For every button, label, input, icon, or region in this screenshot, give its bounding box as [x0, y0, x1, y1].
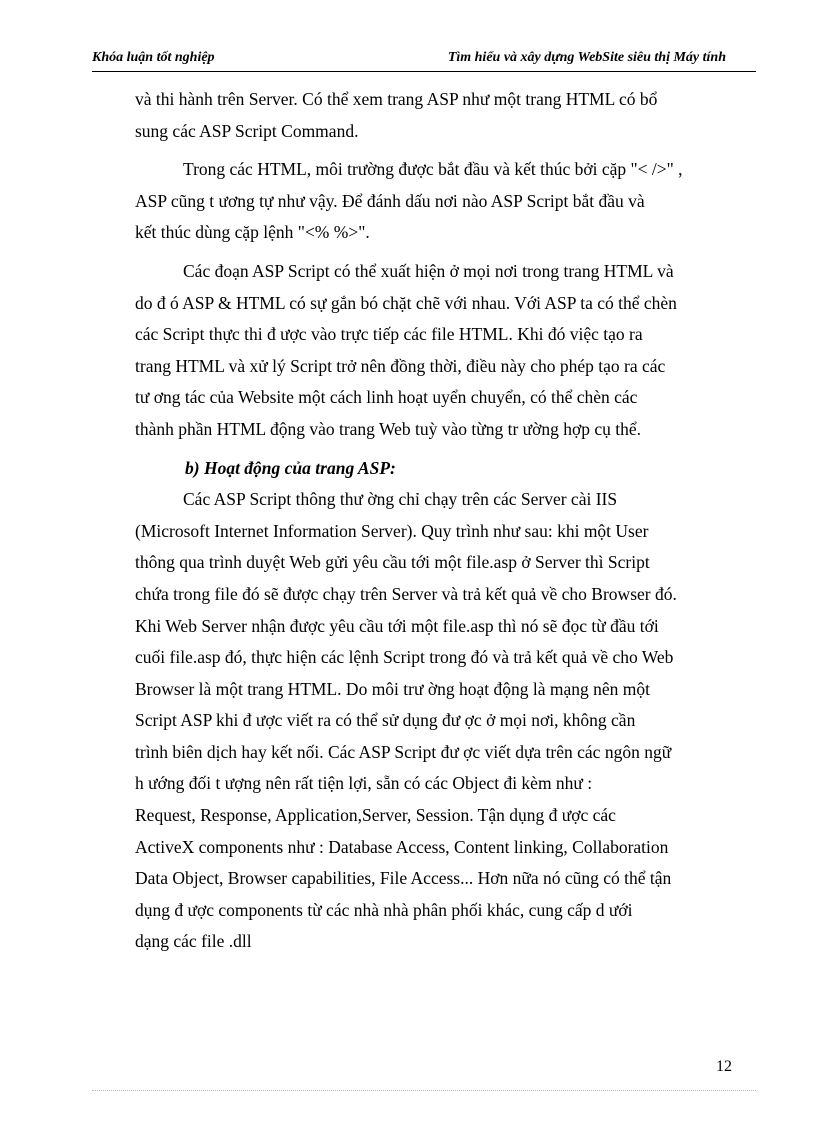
paragraph-2 [135, 154, 736, 249]
paragraph-line: sung các ASP Script Command. [135, 120, 359, 141]
paragraph-3 [135, 256, 736, 446]
paragraph-line: thông qua trình duyệt Web gửi yêu cầu tới một file.asp ở Server thì Script [135, 552, 650, 573]
header-left-title: Khóa luận tốt nghiệp [92, 50, 215, 65]
paragraph-line: kết thúc dùng cặp lệnh "<% %>". [135, 222, 370, 243]
paragraph-line: tư ơng tác của Website một cách linh hoạt uyển chuyển, có thể chèn các [135, 387, 638, 408]
paragraph-line: do đ ó ASP & HTML có sự gắn bó chặt chẽ với nhau. Với ASP ta có thể chèn [135, 292, 677, 313]
paragraph-line: h ướng đối t ượng nên rất tiện lợi, sẵn có các Object đi kèm như : [135, 773, 593, 794]
paragraph-line: và thi hành trên Server. Có thể xem trang ASP như một trang HTML có bổ [135, 89, 658, 109]
paragraph-line: cuối file.asp đó, thực hiện các lệnh Script trong đó và trả kết quả về cho Web [135, 647, 674, 668]
paragraph-line: (Microsoft Internet Information Server). Quy trình như sau: khi một User [135, 520, 649, 541]
page-header [92, 48, 756, 70]
paragraph-line: trang HTML và xử lý Script trở nên đồng thời, điều này cho phép tạo ra các [135, 355, 666, 376]
paragraph-line: Script ASP khi đ ược viết ra có thể sử dụng đư ợc ở mọi nơi, không cần [135, 710, 636, 731]
paragraph-line: dụng đ ược components từ các nhà nhà phân phối khác, cung cấp d ưới [135, 899, 633, 920]
section-heading: b) Hoạt động của trang ASP: [185, 457, 396, 478]
paragraph-line: Request, Response, Application,Server, Session. Tận dụng đ ược các [135, 805, 616, 826]
paragraph-4 [135, 484, 736, 958]
paragraph-line: Data Object, Browser capabilities, File Access... Hơn nữa nó cũng có thể tận [135, 868, 672, 889]
paragraph-line: Trong các HTML, môi trường được bắt đầu và kết thúc bởi cặp "< />" , [183, 159, 683, 180]
paragraph-line: Browser là một trang HTML. Do môi trư ờng hoạt động là mạng nên một [135, 678, 650, 699]
paragraph-line: Các đoạn ASP Script có thể xuất hiện ở mọi nơi trong trang HTML và [183, 260, 674, 281]
paragraph-line: chứa trong file đó sẽ được chạy trên Server và trả kết quả về cho Browser đó. [135, 583, 677, 604]
header-rule [92, 71, 756, 72]
page-number: 12 [716, 1058, 732, 1075]
header-right-title: Tìm hiểu và xây dựng WebSite siêu thị Máy tính [447, 50, 726, 65]
body-text [135, 84, 736, 965]
paragraph-line: dạng các file .dll [135, 931, 252, 952]
paragraph-line: trình biên dịch hay kết nối. Các ASP Script đư ợc viết dựa trên các ngôn ngữ [135, 741, 672, 762]
paragraph-line: thành phần HTML động vào trang Web tuỳ vào từng tr ường hợp cụ thể. [135, 418, 642, 439]
paragraph-line: ASP cũng t ương tự như vậy. Để đánh dấu nơi nào ASP Script bắt đầu và [135, 190, 645, 211]
paragraph-line: Khi Web Server nhận được yêu cầu tới một file.asp thì nó sẽ đọc từ đầu tới [135, 615, 659, 636]
footer-dotted-line [92, 1090, 756, 1091]
paragraph-line: Các ASP Script thông thư ờng chỉ chạy trên các Server cài IIS [183, 489, 618, 510]
paragraph-line: các Script thực thi đ ược vào trực tiếp các file HTML. Khi đó việc tạo ra [135, 324, 643, 345]
paragraph-line: ActiveX components như : Database Access, Content linking, Collaboration [135, 836, 669, 857]
paragraph-1 [135, 84, 736, 147]
